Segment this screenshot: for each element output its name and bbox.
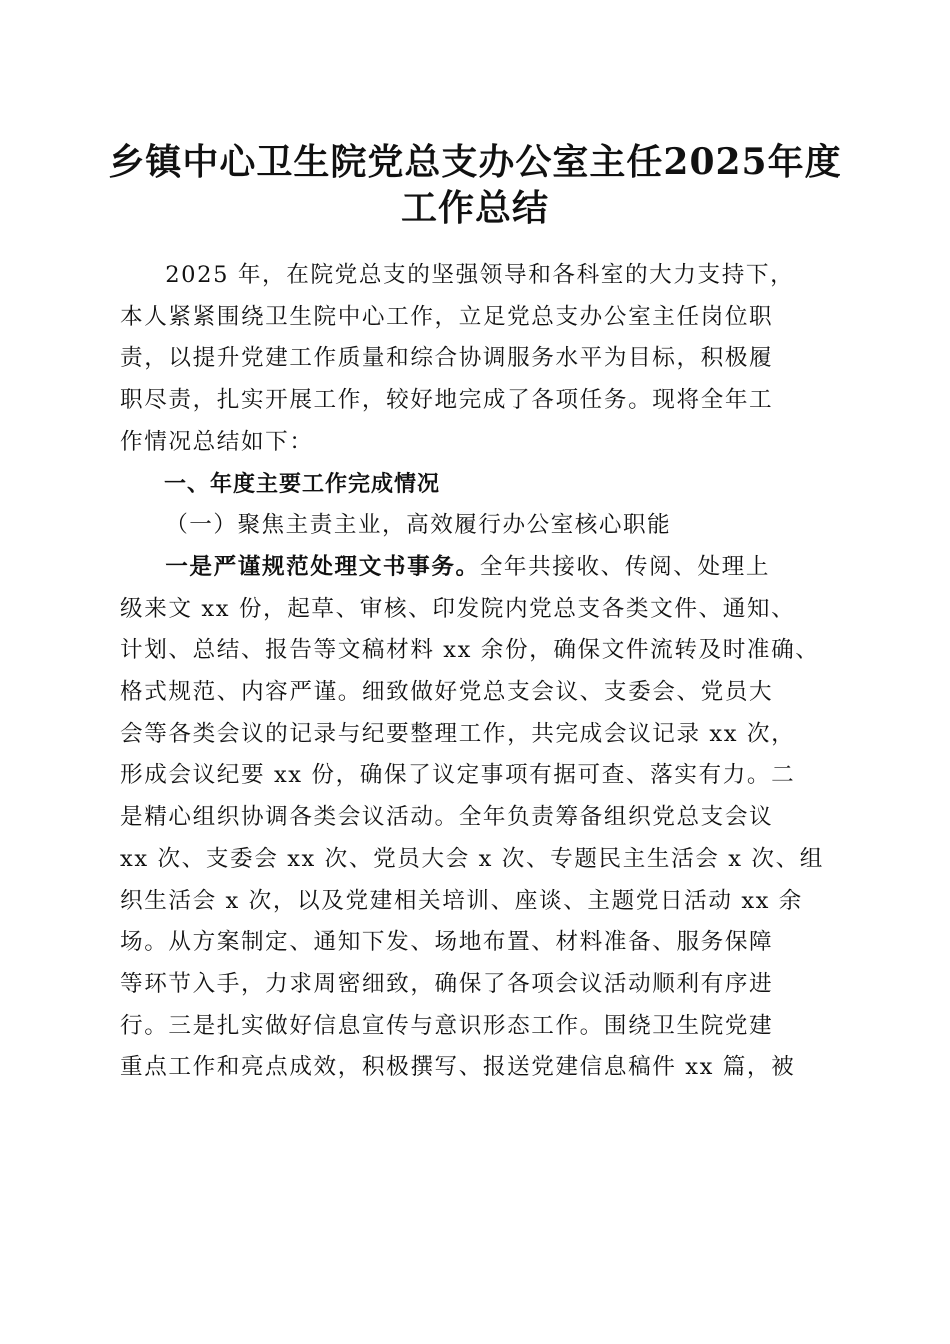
paragraph-lead: 一是严谨规范处理文书事务。: [165, 553, 480, 580]
section-heading: 一、年度主要工作完成情况: [164, 471, 441, 497]
paragraph-line: 形成会议纪要 xx 份，确保了议定事项有据可查、落实有力。二: [120, 762, 796, 789]
paragraph-first-line: [120, 547, 832, 589]
paragraph-line: xx 次、支委会 xx 次、党员大会 x 次、专题民主生活会 x 次、组: [120, 845, 824, 872]
paragraph-line: 会等各类会议的记录与纪要整理工作，共完成会议记录 xx 次，: [120, 720, 796, 747]
paragraph-line: 行。三是扎实做好信息宣传与意识形态工作。围绕卫生院党建: [120, 1012, 774, 1039]
intro-line: 本人紧紧围绕卫生院中心工作，立足党总支办公室主任岗位职: [120, 303, 774, 330]
paragraph-line: 计划、总结、报告等文稿材料 xx 余份，确保文件流转及时准确、: [120, 637, 820, 664]
intro-line: 作情况总结如下：: [120, 428, 314, 455]
paragraph-line: 场。从方案制定、通知下发、场地布置、材料准备、服务保障: [120, 929, 774, 956]
document-body: [120, 255, 832, 1089]
work-paragraph: [120, 547, 832, 1089]
paragraph-line: 是精心组织协调各类会议活动。全年负责筹备组织党总支会议: [120, 804, 774, 831]
paragraph-line: 重点工作和亮点成效，积极撰写、报送党建信息稿件 xx 篇，被: [120, 1054, 796, 1081]
intro-line: 职尽责，扎实开展工作，较好地完成了各项任务。现将全年工: [120, 387, 774, 414]
paragraph-line: 格式规范、内容严谨。细致做好党总支会议、支委会、党员大: [120, 679, 774, 706]
paragraph-line: 级来文 xx 份，起草、审核、印发院内党总支各类文件、通知、: [120, 595, 796, 622]
intro-line: 2025 年，在院党总支的坚强领导和各科室的大力支持下，: [165, 262, 795, 288]
document-title-line-1: 乡镇中心卫生院党总支办公室主任2025年度: [108, 141, 842, 183]
paragraph-text: 全年共接收、传阅、处理上: [479, 553, 771, 580]
intro-paragraph: [120, 255, 832, 464]
paragraph-line: 织生活会 x 次，以及党建相关培训、座谈、主题党日活动 xx 余: [120, 887, 803, 914]
subsection-heading: （一）聚焦主责主业，高效履行办公室核心职能: [165, 512, 672, 539]
document-title-line-2: 工作总结: [400, 187, 549, 229]
intro-line: 责，以提升党建工作质量和综合协调服务水平为目标，积极履: [120, 345, 774, 372]
paragraph-line: 等环节入手，力求周密细致，确保了各项会议活动顺利有序进: [120, 970, 774, 997]
